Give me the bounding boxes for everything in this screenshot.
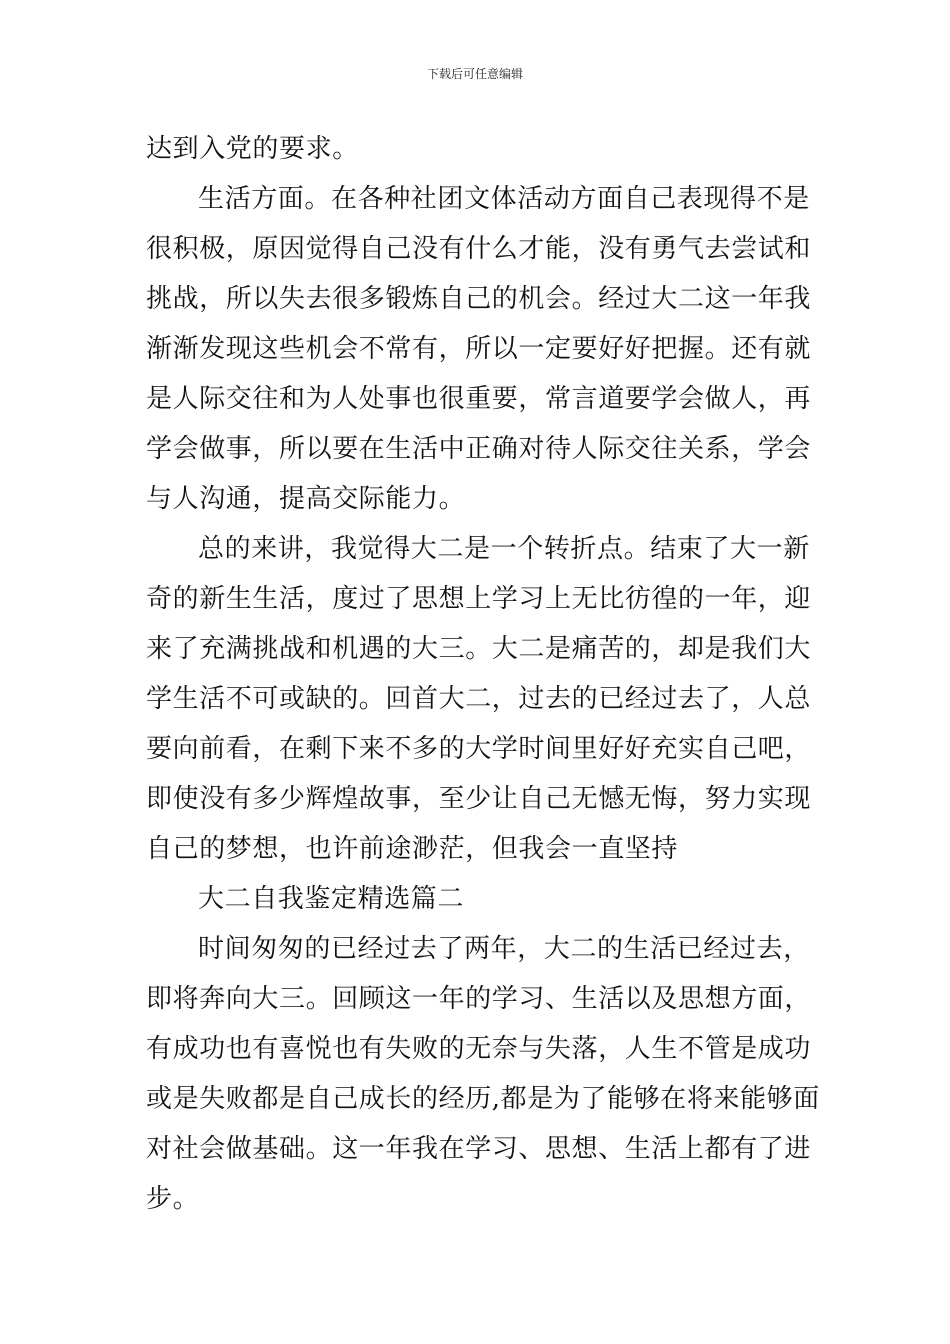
- text-line: 生活方面。在各种社团文体活动方面自己表现得不是: [198, 184, 810, 214]
- paragraph: [146, 124, 810, 174]
- document-body: [146, 124, 820, 1224]
- paragraph: [146, 524, 810, 874]
- page-header: 下载后可任意编辑: [426, 67, 523, 81]
- text-line: 大二自我鉴定精选篇二: [198, 884, 465, 914]
- text-line: 与人沟通，提高交际能力。: [146, 484, 466, 514]
- text-line: 达到入党的要求。: [146, 134, 359, 164]
- text-line: 是人际交往和为人处事也很重要，常言道要学会做人，再: [146, 384, 812, 414]
- text-line: 步。: [146, 1184, 200, 1214]
- text-line: 或是失败都是自己成长的经历,都是为了能够在将来能够面: [146, 1084, 820, 1114]
- section-heading: [146, 874, 810, 924]
- text-line: 时间匆匆的已经过去了两年，大二的生活已经过去，: [198, 934, 810, 964]
- text-line: 总的来讲，我觉得大二是一个转折点。结束了大一新: [198, 534, 810, 564]
- text-line: 即将奔向大三。回顾这一年的学习、生活以及思想方面，: [146, 984, 812, 1014]
- text-line: 对社会做基础。这一年我在学习、思想、生活上都有了进: [146, 1134, 812, 1164]
- text-line: 学会做事，所以要在生活中正确对待人际交往关系，学会: [146, 434, 812, 464]
- text-line: 挑战，所以失去很多锻炼自己的机会。经过大二这一年我: [146, 284, 812, 314]
- text-line: 自己的梦想，也许前途渺茫，但我会一直坚持: [146, 834, 679, 864]
- text-line: 奇的新生生活，度过了思想上学习上无比彷徨的一年，迎: [146, 584, 812, 614]
- paragraph: [146, 924, 820, 1224]
- text-line: 来了充满挑战和机遇的大三。大二是痛苦的，却是我们大: [146, 634, 812, 664]
- text-line: 渐渐发现这些机会不常有，所以一定要好好把握。还有就: [146, 334, 812, 364]
- paragraph: [146, 174, 810, 524]
- text-line: 很积极，原因觉得自己没有什么才能，没有勇气去尝试和: [146, 234, 812, 264]
- text-line: 即使没有多少辉煌故事，至少让自己无憾无悔，努力实现: [146, 784, 812, 814]
- text-line: 学生活不可或缺的。回首大二，过去的已经过去了，人总: [146, 684, 812, 714]
- text-line: 有成功也有喜悦也有失败的无奈与失落，人生不管是成功: [146, 1034, 812, 1064]
- text-line: 要向前看，在剩下来不多的大学时间里好好充实自己吧，: [146, 734, 812, 764]
